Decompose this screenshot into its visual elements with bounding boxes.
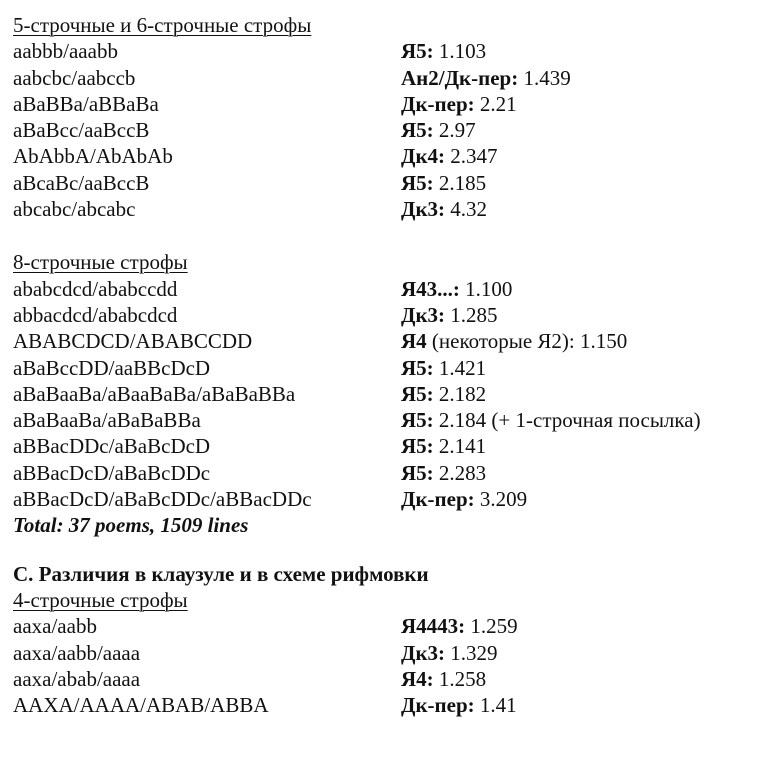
table-row	[13, 196, 763, 222]
meter-entry	[401, 381, 486, 407]
meter-value: 1.285	[445, 302, 498, 327]
table-row	[13, 143, 763, 169]
spacer	[13, 539, 763, 561]
rhyme-scheme: aBaBaaBa/aBaaBaBa/aBaBaBBa	[13, 381, 296, 406]
table-row	[13, 407, 763, 433]
meter-value: (некоторые Я2): 1.150	[426, 329, 628, 354]
meter-label: Я5:	[401, 170, 434, 195]
meter-value: 3.209	[474, 487, 528, 512]
table-row	[13, 328, 763, 354]
table-row	[13, 91, 763, 117]
meter-label: Я5:	[401, 118, 434, 143]
table-row	[13, 117, 763, 143]
meter-value: 2.347	[445, 144, 498, 169]
meter-value: 1.41	[474, 693, 517, 718]
meter-label: Я5:	[401, 381, 434, 406]
meter-entry	[401, 91, 517, 117]
meter-entry	[401, 65, 571, 91]
rhyme-scheme: aaxa/aabb/aaaa	[13, 640, 141, 665]
table-row	[13, 486, 763, 512]
table-row	[13, 692, 763, 718]
meter-value: 2.182	[433, 381, 487, 406]
meter-value: 1.439	[518, 65, 571, 90]
meter-entry	[401, 613, 518, 639]
table-row	[13, 381, 763, 407]
rhyme-scheme: AbAbbA/AbAbAb	[13, 144, 173, 169]
rhyme-scheme: aBaBccDD/aaBBcDcD	[13, 355, 211, 380]
meter-label: Дк4:	[401, 144, 446, 169]
meter-label: Я5:	[401, 355, 434, 380]
meter-value: 1.329	[445, 640, 498, 665]
meter-value: 2.141	[433, 434, 487, 459]
section-heading-5-6-line: 5-строчные и 6-строчные строфы	[13, 13, 312, 37]
meter-entry	[401, 117, 476, 143]
rhyme-scheme: abbacdcd/ababcdcd	[13, 302, 178, 327]
rhyme-scheme: AAXA/AAAA/ABAB/ABBA	[13, 693, 269, 718]
meter-value: 1.259	[465, 614, 518, 639]
rhyme-scheme: aaxa/abab/aaaa	[13, 666, 141, 691]
table-row	[13, 38, 763, 64]
table-row	[13, 355, 763, 381]
rhyme-scheme: aBcaBc/aaBccB	[13, 170, 150, 195]
total-summary: Total: 37 poems, 1509 lines	[13, 513, 249, 538]
table-row	[13, 276, 763, 302]
meter-entry	[401, 196, 487, 222]
meter-value: 1.100	[459, 276, 513, 301]
meter-entry	[401, 692, 517, 718]
meter-label: Я5:	[401, 434, 434, 459]
meter-value: 2.21	[474, 91, 517, 116]
meter-value: 2.184 (+ 1-строчная посылка)	[433, 408, 701, 433]
meter-value: 1.258	[433, 666, 487, 691]
meter-label: Я4:	[401, 666, 434, 691]
meter-entry	[401, 355, 486, 381]
meter-label: Я5:	[401, 408, 434, 433]
meter-entry	[401, 276, 512, 302]
meter-entry	[401, 433, 486, 459]
table-row	[13, 433, 763, 459]
meter-label: Дк-пер:	[401, 693, 475, 718]
table-row	[13, 302, 763, 328]
table-row	[13, 170, 763, 196]
meter-entry	[401, 666, 486, 692]
rhyme-scheme: abcabc/abcabc	[13, 197, 136, 222]
section-heading-4-line: 4-строчные строфы	[13, 587, 188, 612]
meter-value: 2.97	[433, 118, 476, 143]
rhyme-scheme: aBBacDcD/aBaBcDDc	[13, 460, 211, 485]
table-row	[13, 666, 763, 692]
section-heading-8-line: 8-строчные строфы	[13, 250, 188, 275]
table-row	[13, 460, 763, 486]
meter-value: 2.185	[433, 170, 487, 195]
meter-label: Дк3:	[401, 640, 446, 665]
meter-label: Дк3:	[401, 197, 446, 222]
meter-label: Я4	[401, 329, 427, 354]
meter-entry	[401, 302, 498, 328]
meter-value: 1.421	[433, 355, 487, 380]
rhyme-scheme: aabbb/aaabb	[13, 39, 118, 64]
rhyme-scheme: aaxa/aabb	[13, 614, 97, 639]
meter-value: 4.32	[445, 197, 488, 222]
table-row	[13, 613, 763, 639]
meter-entry	[401, 407, 701, 433]
meter-label: Дк-пер:	[401, 487, 475, 512]
meter-label: Я5:	[401, 39, 434, 64]
meter-entry	[401, 328, 627, 354]
document-page	[13, 12, 763, 718]
meter-entry	[401, 460, 486, 486]
table-row	[13, 640, 763, 666]
meter-entry	[401, 38, 486, 64]
rhyme-scheme: aBaBcc/aaBccB	[13, 118, 150, 143]
rhyme-scheme: ababcdcd/ababccdd	[13, 276, 178, 301]
meter-entry	[401, 486, 527, 512]
meter-entry	[401, 170, 486, 196]
meter-entry	[401, 143, 498, 169]
rhyme-scheme: aBBacDDc/aBaBcDcD	[13, 434, 211, 459]
rhyme-scheme: aBaBaaBa/aBaBaBBa	[13, 408, 201, 433]
rhyme-scheme: ABABCDCD/ABABCCDD	[13, 329, 253, 354]
spacer	[13, 222, 763, 249]
section-title: С. Различия в клаузуле и в схеме рифмовки	[13, 561, 429, 586]
meter-label: Я5:	[401, 460, 434, 485]
rhyme-scheme: aBBacDcD/aBaBcDDc/aBBacDDc	[13, 487, 312, 512]
meter-label: Дк3:	[401, 302, 446, 327]
table-row	[13, 65, 763, 91]
meter-entry	[401, 640, 498, 666]
meter-label: Ан2/Дк-пер:	[401, 65, 519, 90]
meter-label: Я43...:	[401, 276, 460, 301]
meter-value: 1.103	[433, 39, 487, 64]
meter-label: Дк-пер:	[401, 91, 475, 116]
meter-value: 2.283	[433, 460, 487, 485]
rhyme-scheme: aabcbc/aabccb	[13, 65, 136, 90]
meter-label: Я4443:	[401, 614, 466, 639]
rhyme-scheme: aBaBBa/aBBaBa	[13, 91, 159, 116]
